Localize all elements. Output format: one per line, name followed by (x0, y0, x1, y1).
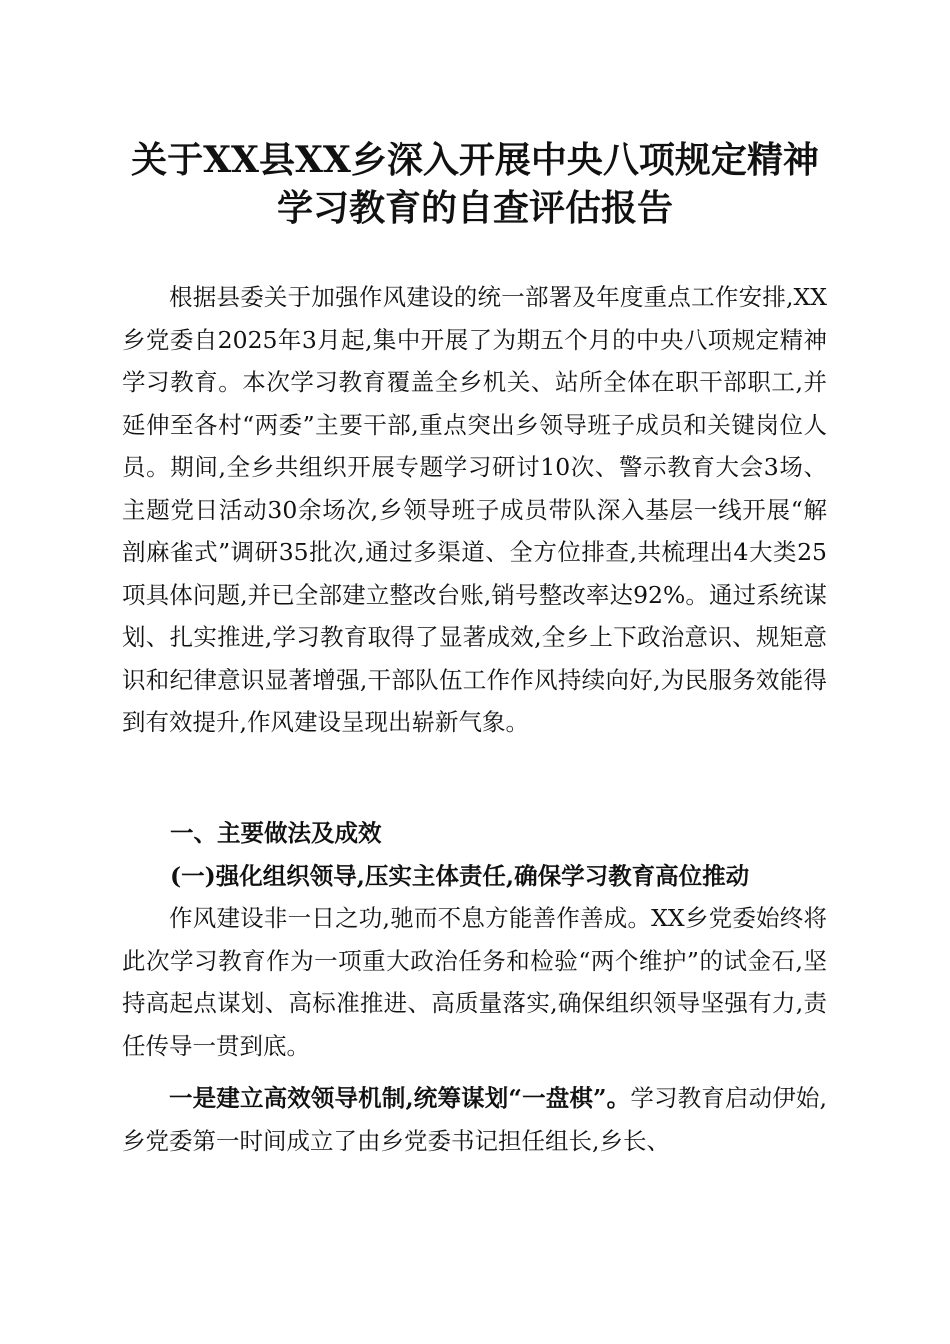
point-one-paragraph (122, 1077, 827, 1162)
document-title-line-2: 学习教育的自查评估报告 (276, 187, 673, 229)
document-title-line-1: 关于XX县XX乡深入开展中央八项规定精神 (131, 139, 819, 181)
subsection-heading-organization: (一)强化组织领导,压实主体责任,确保学习教育高位推动 (170, 862, 750, 890)
point-one-text: 学习教育启动伊始,乡党委第一时间成立了由乡党委书记担任组长,乡长、 (122, 1084, 827, 1155)
section-heading-main-practices: 一、主要做法及成效 (170, 819, 382, 847)
point-one-lead: 一是建立高效领导机制,统筹谋划“一盘棋”。 (169, 1084, 631, 1112)
subsection-paragraph: 作风建设非一日之功,驰而不息方能善作善成。XX乡党委始终将此次学习教育作为一项重大政治任务和检验“两个维护”的试金石,坚持高起点谋划、高标准推进、高质量落实,确保组织领导坚强有力,责任传导一贯到底。 (122, 904, 827, 1060)
intro-paragraph: 根据县委关于加强作风建设的统一部署及年度重点工作安排,XX乡党委自2025年3月起,集中开展了为期五个月的中央八项规定精神学习教育。本次学习教育覆盖全乡机关、站所全体在职干部职工,并延伸至各村“两委”主要干部,重点突出乡领导班子成员和关键岗位人员。期间,全乡共组织开展专题学习研讨10次、警示教育大会3场、主题党日活动30余场次,乡领导班子成员带队深入基层一线开展“解剖麻雀式”调研35批次,通过多渠道、全方位排查,共梳理出4大类25项具体问题,并已全部建立整改台账,销号整改率达92%。通过系统谋划、扎实推进,学习教育取得了显著成效,全乡上下政治意识、规矩意识和纪律意识显著增强,干部队伍工作作风持续向好,为民服务效能得到有效提升,作风建设呈现出崭新气象。 (122, 283, 827, 736)
